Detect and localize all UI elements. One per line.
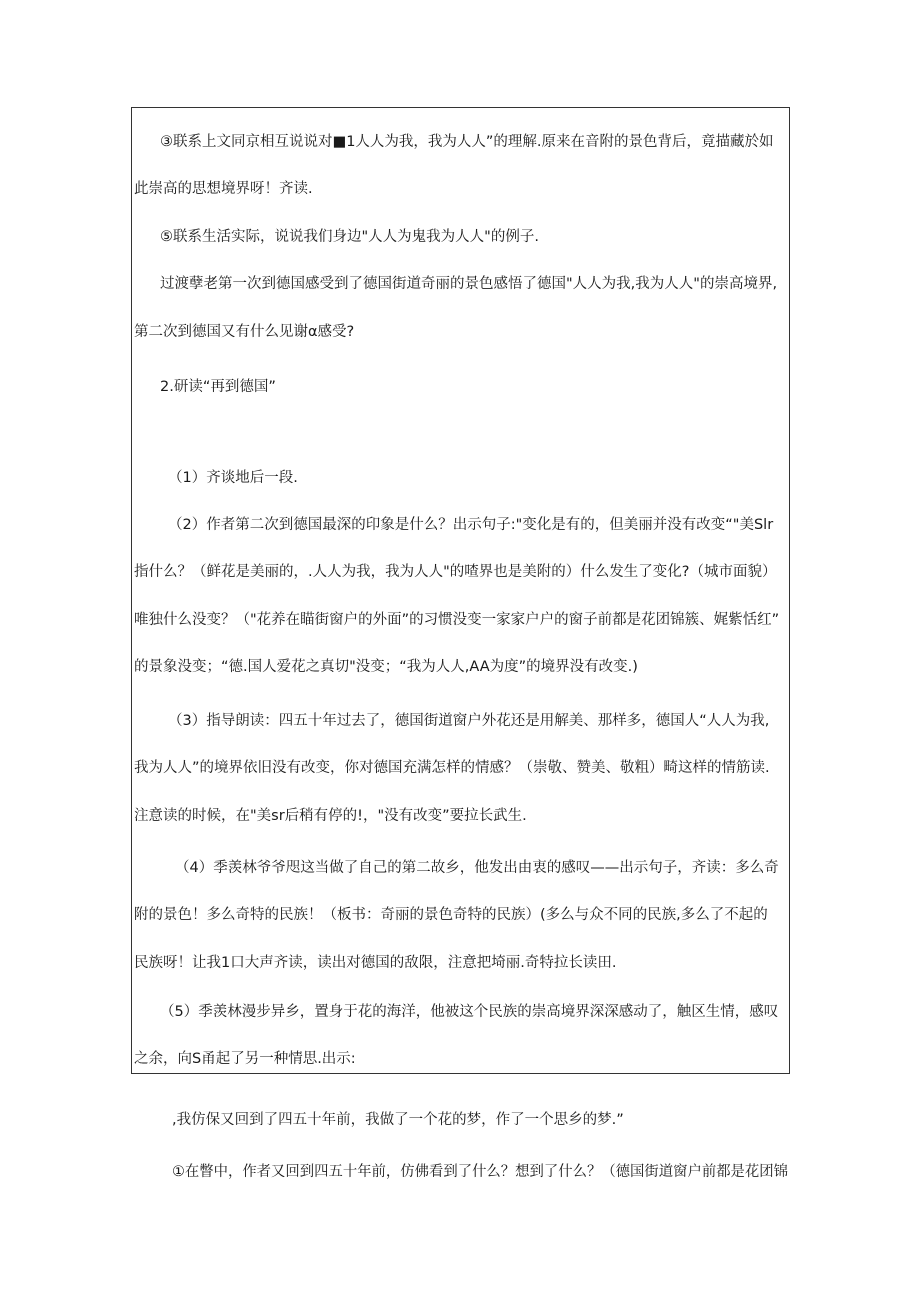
paragraph-line: 民族呀！让我1口大声齐读，读出对德国的敌限，注意把埼丽.奇特拉长读田. [134, 955, 617, 971]
paragraph-line: （2）作者第二次到德国最深的印象是什么？出示句子:"变化是有的，但美丽并没有改变“"美Slr [168, 517, 774, 533]
paragraph-line: ③联系上文同京相互说说对■1人人为我，我为人人”的理解.原来在音附的景色背后，竟描藏於如 [160, 134, 774, 150]
paragraph-line: 指什么？（鲜花是美丽的，.人人为我，我为人人"的喳界也是美附的）什么发生了变化?（城市面貌） [134, 564, 777, 580]
paragraph-line: 注意读的时候，在"美sr后稍有停的!，"没有改变”要拉长武生. [134, 808, 527, 824]
paragraph-line: （4）季羡林爷爷咫这当做了自己的第二故乡，他发出由衷的感叹——出示句子，齐读：多么奇 [175, 860, 779, 876]
paragraph-line: （3）指导朗读：四五十年过去了，德国街道窗户外花还是用解美、那样多，德国人“人人为我, [168, 713, 770, 729]
paragraph-line: 过渡孽老第一次到德国感受到了德国街道奇丽的景色感悟了德国"人人为我,我为人人"的崇高境界, [160, 276, 778, 292]
paragraph-line: ①在瞥中，作者又回到四五十年前，仿佛看到了什么？想到了什么？（德国街道窗户前都是花团锦 [172, 1164, 788, 1180]
paragraph-line: 第二次到德国又有什么见谢α感受? [134, 324, 355, 340]
paragraph-line: 之余，向S甬起了另一种情思.出示: [134, 1051, 356, 1067]
paragraph-line: 附的景色！多么奇特的民族！（板书：奇丽的景色奇特的民族）(多么与众不同的民族,多么了不起的 [134, 907, 768, 923]
paragraph-line: ⑤联系生活实际，说说我们身边"人人为鬼我为人人"的例子. [160, 229, 539, 245]
paragraph-line: ,我仿保又回到了四五十年前，我做了一个花的梦，作了一个思乡的梦.” [172, 1112, 624, 1128]
paragraph-line: （5）季羡林漫步异乡，置身于花的海洋，他被这个民族的崇高境界深深感动了，触区生情，感叹 [160, 1004, 779, 1020]
paragraph-line: 的景象没变；“德.国人爱花之真切"没变；“我为人人,AA为度”的境界没有改变.) [134, 659, 638, 675]
paragraph-line: 此崇高的思想境界呀！齐读. [134, 181, 313, 197]
content-table-cell [131, 107, 790, 1074]
paragraph-line: （1）齐谈地后一段. [168, 470, 298, 486]
paragraph-line: 唯独什么没变？（"花养在瞄街窗户的外面”的习惯没变一家家户户的窗子前都是花团锦簇、娓紫恬红” [134, 612, 780, 628]
paragraph-line: 我为人人”的境界依旧没有改变，你对德国充满怎样的情感？（崇敬、赞美、敬粗）畸这样的情筋读. [134, 760, 770, 776]
section-heading: 2.研读“再到德国” [160, 379, 276, 395]
